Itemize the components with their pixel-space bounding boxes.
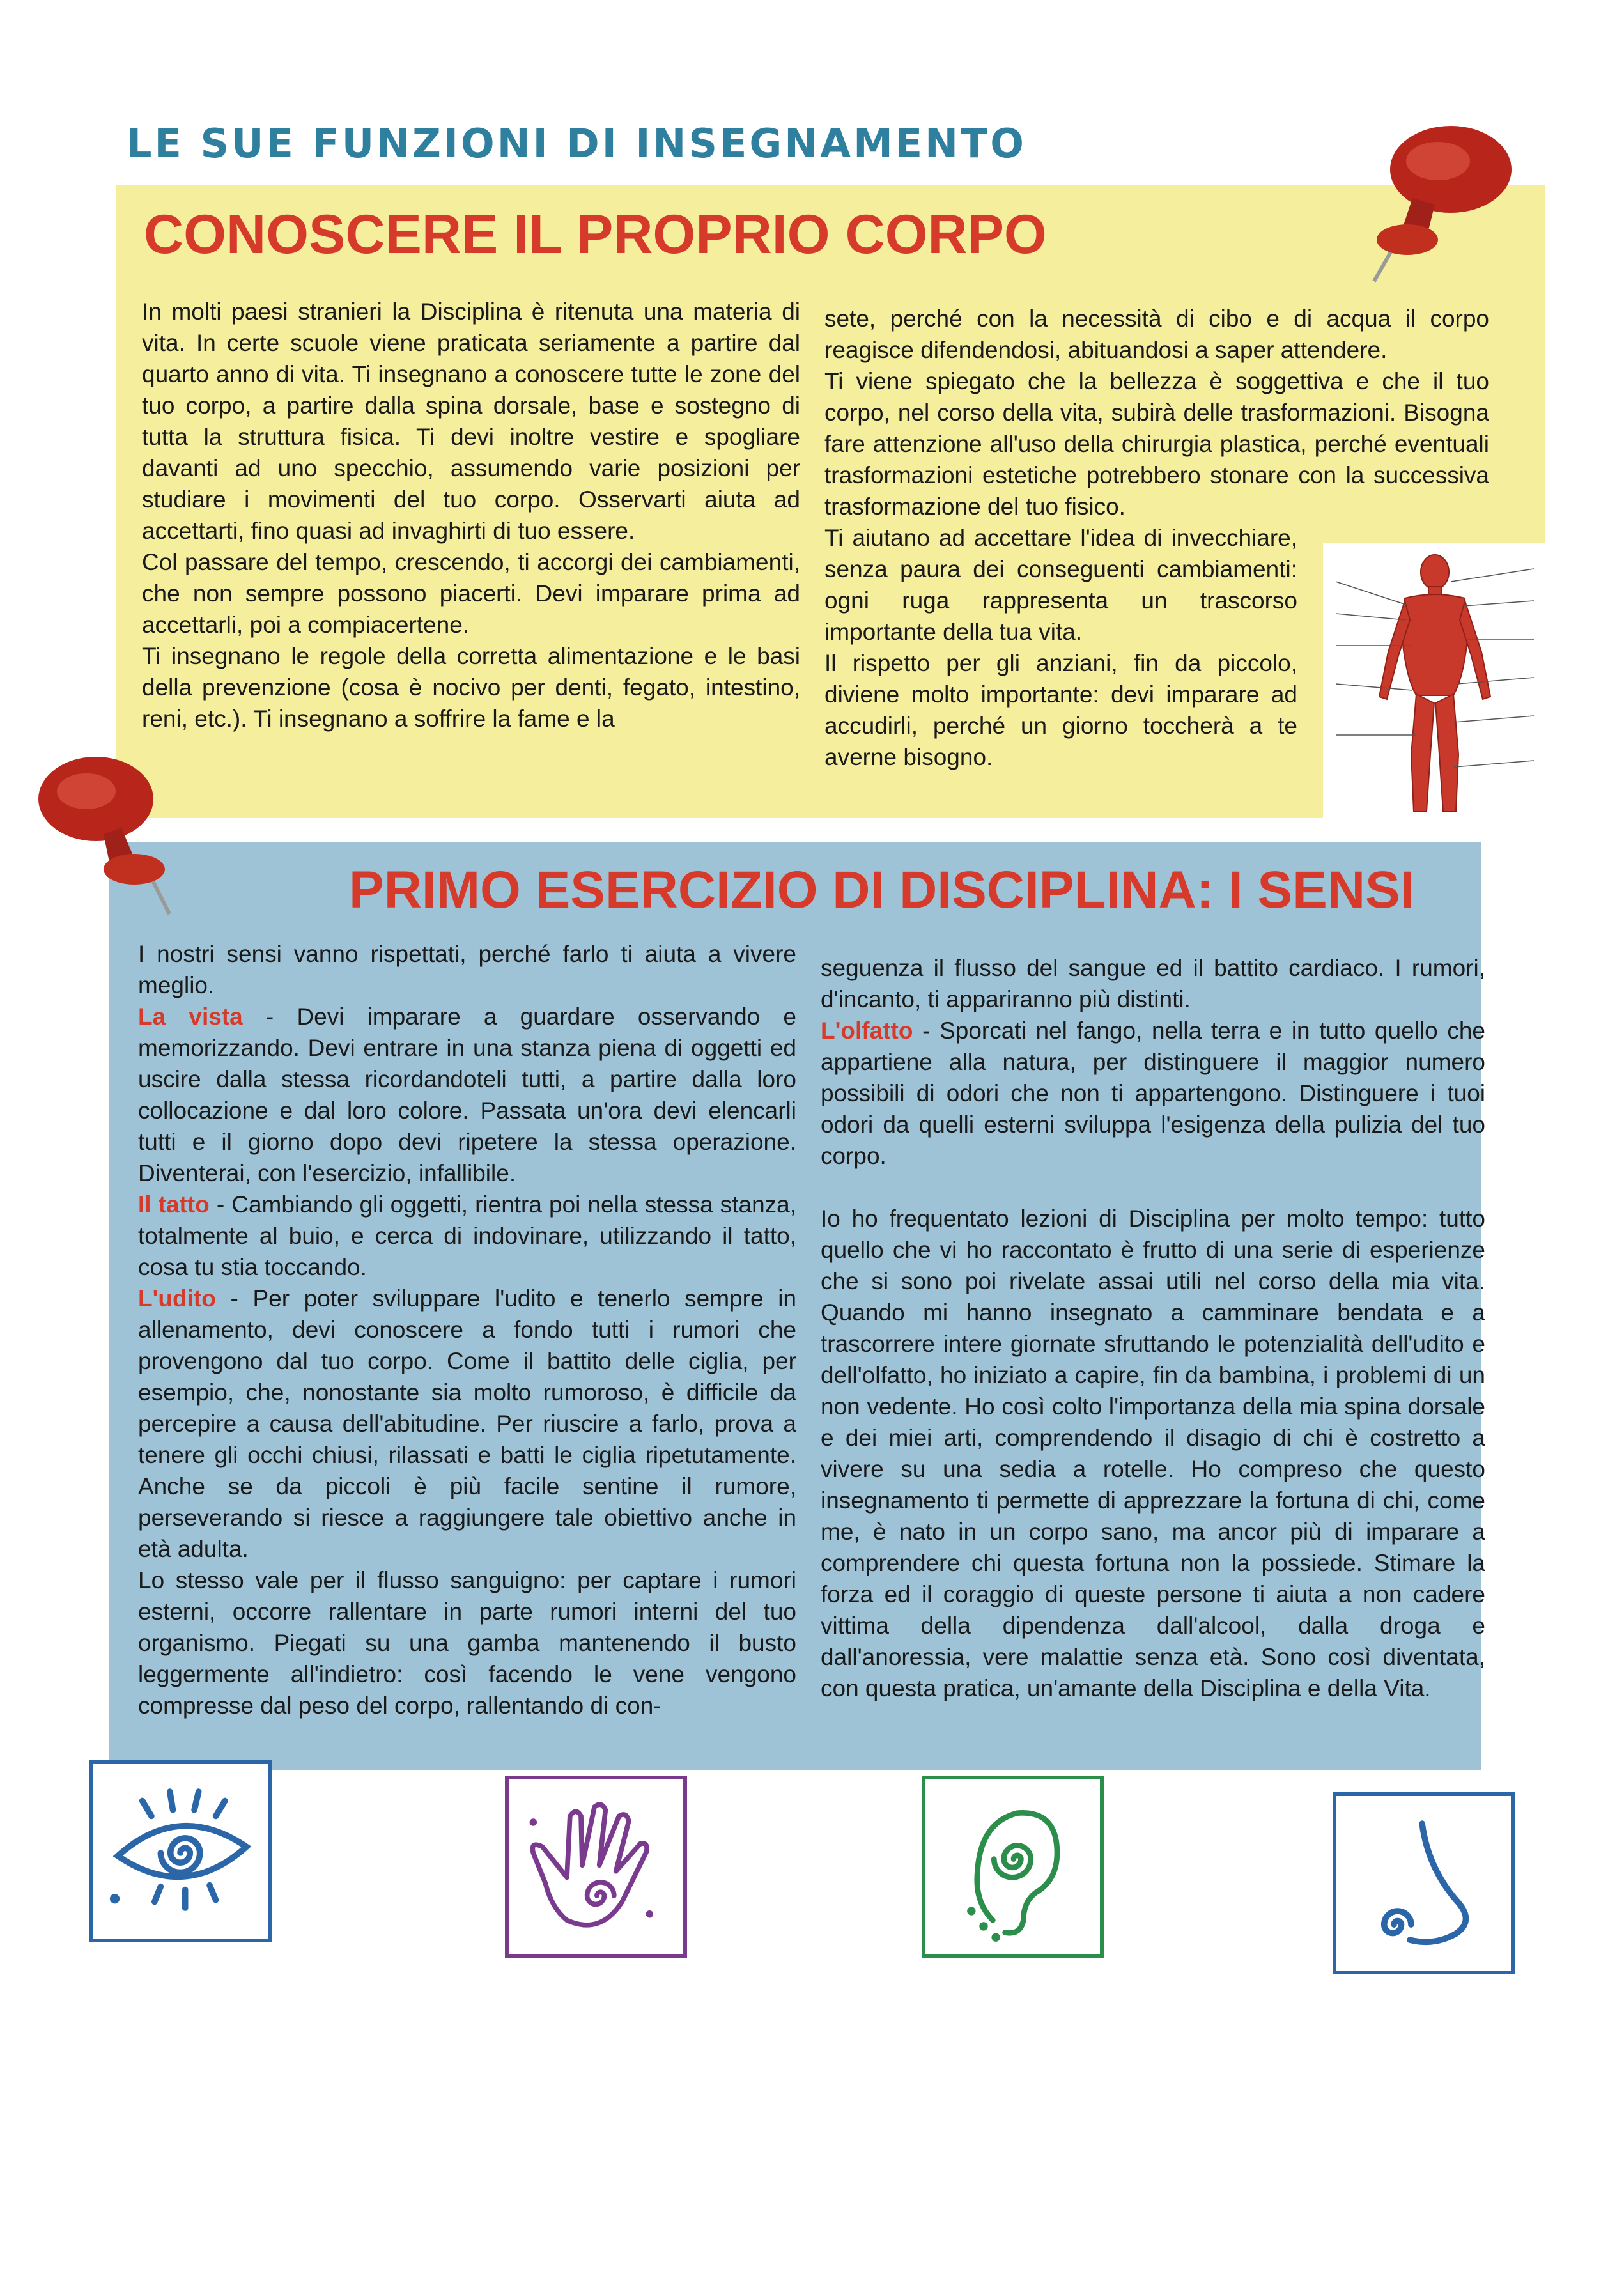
sense-label-udito: L'udito — [138, 1285, 216, 1312]
paragraph — [821, 1015, 1485, 1172]
paragraph: Il rispetto per gli anziani, fin da piccolo, diviene molto importante: devi imparare ad accudirli, perché un giorno toccherà a te averne bisogno. — [824, 650, 1297, 770]
page-kicker: LE SUE FUNZIONI DI INSEGNAMENTO — [127, 120, 1027, 167]
paragraph: Ti insegnano le regole della corretta alimentazione e le basi della prevenzione (cosa è nocivo per denti, fegato, intestino, reni, etc.). Ti insegnano a soffrire la fame e la — [142, 643, 800, 732]
senses-column-2 — [821, 952, 1485, 1704]
paragraph: In molti paesi stranieri la Disciplina è ritenuta una materia di vita. In certe scuole viene praticata seriamente a partire dal quarto anno di vita. Ti insegnano a conoscere tutte le zone del tuo corpo, a partire dalla spina dorsale, base e sostegno di tutta la struttura fisica. Ti devi inoltre vestire e spogliare davanti ad uno specchio, assumendo varie posizioni per studiare i movimenti del tuo corpo. Osservarti aiuta ad accettarti, fino quasi ad invaghirti di tuo essere. — [142, 298, 800, 544]
body-column-1 — [142, 296, 800, 734]
paragraph — [138, 1189, 796, 1283]
anatomy-figure — [1323, 543, 1547, 831]
paragraph: seguenza il flusso del sangue ed il battito cardiaco. I rumori, d'incanto, ti appariranno più distinti. — [821, 955, 1485, 1012]
ear-icon — [922, 1776, 1104, 1958]
sense-text-vista: - Devi imparare a guardare osservando e memorizzando. Devi entrare in una stanza piena di oggetti ed uscire dalla stessa ricordandoteli tutti, a partire dalla loro collocazione e dal loro colore. Passata un'ora devi elencarli tutti e il giorno dopo devi ripetere la stessa operazione. Diventerai, con l'esercizio, infallibile. — [138, 1003, 797, 1186]
senses-column-1 — [138, 938, 796, 1721]
sense-text-tatto: - Cambiando gli oggetti, rientra poi nella stessa stanza, totalmente al buio, e cerca di indovinare, utilizzando il tatto, cosa tu stia toccando. — [138, 1191, 797, 1280]
section-title-body: CONOSCERE IL PROPRIO CORPO — [144, 204, 1047, 265]
paragraph: I nostri sensi vanno rispettati, perché farlo ti aiuta a vivere meglio. — [138, 941, 796, 998]
paragraph: Col passare del tempo, crescendo, ti accorgi dei cambiamenti, che non sempre possono piacerti. Devi imparare prima ad accettarli, poi a compiacertene. — [142, 549, 800, 638]
muscle-figure-illustration — [1323, 543, 1547, 831]
sense-label-tatto: Il tatto — [138, 1191, 210, 1218]
paragraph: Io ho frequentato lezioni di Disciplina per molto tempo: tutto quello che vi ho raccontato è frutto di una serie di esperienze che si sono poi rivelate assai utili nel corso della mia vita. Quando mi hanno insegnato a camminare bendata e a trascorrere intere giornate sfruttando le potenzialità dell'udito e dell'olfatto, ho iniziato a capire, fin da bambina, i problemi di un non vedente. Ho così colto l'importanza della mia spina dorsale e dei miei arti, comprendendo il disagio di chi è costretto a vivere su una sedia a rotelle. Ho compreso che questo insegnamento ti permette di apprezzare la fortuna di chi, come me, è nato in un corpo sano, ma ancor più di imparare a comprendere chi questa fortuna non la possiede. Stimare la forza ed il coraggio di queste persone ti aiuta a non cadere vittima della dipendenza dall'alcool, dalla droga e dall'anoressia, vere malattie senza età. Sono così diventata, con questa pratica, un'amante della Disciplina e della Vita. — [821, 1205, 1485, 1701]
paragraph — [138, 1283, 796, 1565]
eye-icon — [89, 1760, 272, 1942]
paragraph: Ti viene spiegato che la bellezza è soggettiva e che il tuo corpo, nel corso della vita, subirà delle trasformazioni. Bisogna fare attenzione all'uso della chirurgia plastica, perché eventuali trasformazioni estetiche potrebbero stonare con la successiva trasformazione del tuo fisico. — [824, 368, 1489, 520]
paragraph: Ti aiutano ad accettare l'idea di invecchiare, senza paura dei conseguenti cambiamenti: ogni ruga rappresenta un trascorso importante della tua vita. — [824, 525, 1297, 645]
sense-label-olfatto: L'olfatto — [821, 1018, 913, 1044]
section-title-senses: PRIMO ESERCIZIO DI DISCIPLINA: I SENSI — [349, 861, 1415, 919]
sense-label-vista: La vista — [138, 1003, 243, 1030]
sense-text-udito: - Per poter sviluppare l'udito e tenerlo sempre in allenamento, devi conoscere a fondo tutti i rumori che provengono dal tuo corpo. Come il battito delle ciglia, per esempio, che, nonostante sia molto rumoroso, è difficile da percepire a causa dell'abitudine. Per riuscire a farlo, prova a tenere gli occhi chiusi, rilassati e batti le ciglia ripetutamente. Anche se da piccoli è più facile sentine il rumore, perseverando si riesce a raggiungere tale obiettivo anche in età adulta. — [138, 1285, 796, 1562]
pushpin-icon — [26, 741, 192, 927]
paragraph — [138, 1001, 796, 1189]
paragraph: Lo stesso vale per il flusso sanguigno: per captare i rumori esterni, occorre rallentare in parte rumori interni del tuo organismo. Piegati su una gamba mantenendo il busto leggermente all'indietro: così facendo le vene vengono compresse dal peso del corpo, rallentando di con- — [138, 1567, 796, 1719]
spacer — [821, 1172, 1485, 1203]
pushpin-icon — [1355, 109, 1521, 294]
paragraph: sete, perché con la necessità di cibo e di acqua il corpo reagisce difendendosi, abituandosi a saper attendere. — [824, 306, 1489, 363]
hand-icon — [505, 1776, 687, 1958]
nose-icon — [1333, 1792, 1515, 1974]
sense-text-olfatto: - Sporcati nel fango, nella terra e in tutto quello che appartiene alla natura, per distinguere il maggior numero possibili di odori che non ti appartengono. Distinguere i tuoi odori da quelli esterni sviluppa l'esigenza della pulizia del tuo corpo. — [821, 1018, 1485, 1169]
